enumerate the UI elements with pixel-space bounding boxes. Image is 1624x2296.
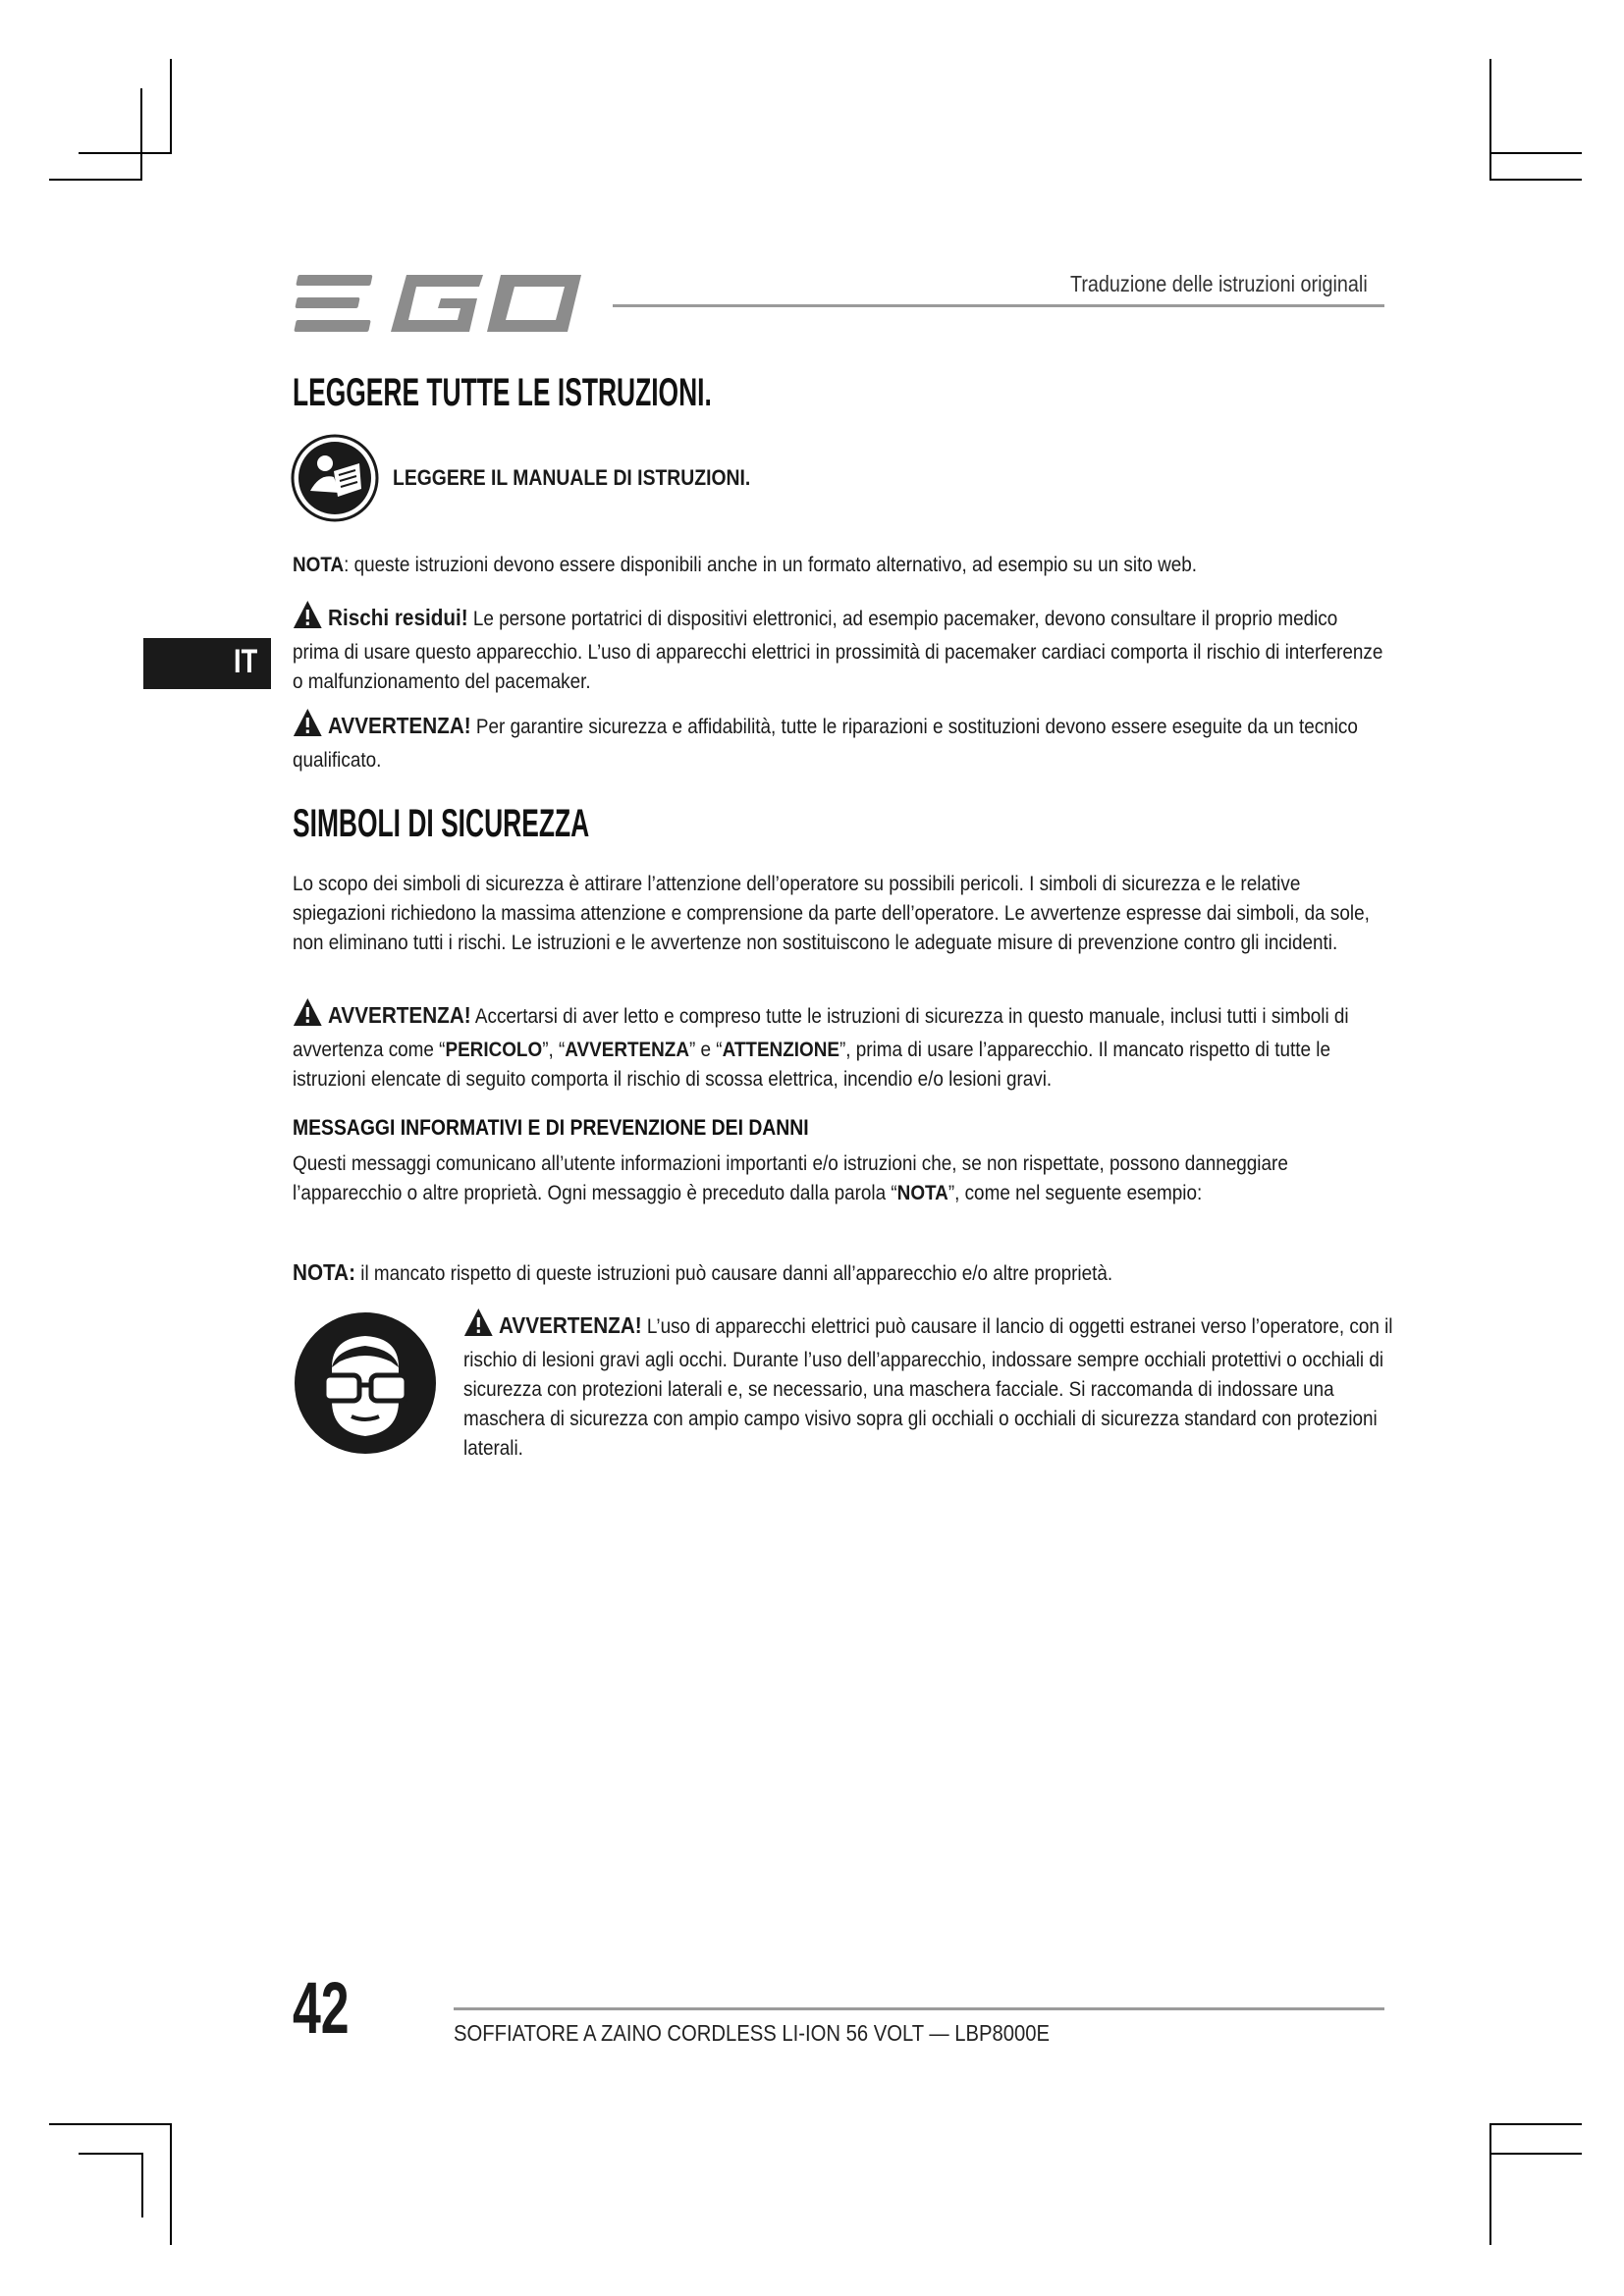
residual-risk-lead: Rischi residui! <box>328 605 468 630</box>
info-messages-text-2: ”, come nel seguente esempio: <box>947 1182 1203 1204</box>
warning-triangle-icon <box>463 1308 494 1346</box>
crop-mark-tl-h2 <box>79 152 172 154</box>
crop-mark-bl-h <box>49 2123 171 2125</box>
keyword-nota: NOTA <box>896 1182 948 1204</box>
residual-risk-text: Le persone portatrici di dispositivi elettronici, ad esempio pacemaker, devono consultare il proprio medico prima di usare questo apparecchio. L’uso di apparecchi elettrici in prossimità di pacemaker cardiaci comporta il rischio di interferenze o malfunzionamento del pacemaker. <box>293 608 1383 693</box>
crop-mark-tl-h <box>49 179 141 181</box>
crop-mark-tl-v2 <box>170 59 172 153</box>
nota-example-lead: NOTA: <box>293 1259 356 1285</box>
info-messages-text-1: Questi messaggi comunicano all’utente informazioni importanti e/o istruzioni che, se non rispettate, possono danneggiare l’apparecchio o altre proprietà. Ogni messaggio è preceduto dalla parola “ <box>293 1152 1288 1204</box>
eye-protection-paragraph <box>463 1308 1403 1464</box>
symbols-warning-text-2: ”, “ <box>542 1039 566 1061</box>
info-messages-heading: MESSAGGI INFORMATIVI E DI PREVENZIONE DEI DANNI <box>293 1115 809 1140</box>
crop-mark-br-v <box>1489 2123 1491 2245</box>
symbols-warning-text-3: ” e “ <box>689 1039 723 1061</box>
read-manual-icon <box>291 434 379 522</box>
nota-lead: NOTA <box>293 554 345 576</box>
crop-mark-br-h2 <box>1489 2153 1582 2155</box>
nota-example-paragraph <box>293 1257 1385 1289</box>
symbols-warning-paragraph <box>293 997 1385 1095</box>
ego-logo <box>291 273 583 334</box>
section-title-istruzioni: LEGGERE TUTTE LE ISTRUZIONI. <box>293 371 712 414</box>
warning-triangle-icon <box>293 708 323 746</box>
footer-rule <box>454 2007 1384 2010</box>
warning-repairs-lead: AVVERTENZA! <box>328 713 471 738</box>
page-number: 42 <box>293 1967 350 2049</box>
crop-mark-br-h <box>1489 2123 1582 2125</box>
crop-mark-bl-v <box>170 2123 172 2245</box>
read-manual-label: LEGGERE IL MANUALE DI ISTRUZIONI. <box>393 465 751 490</box>
crop-mark-bl-v2 <box>141 2153 143 2217</box>
header-rule <box>613 304 1384 307</box>
keyword-avvertenza: AVVERTENZA <box>565 1039 690 1061</box>
keyword-attenzione: ATTENZIONE <box>722 1039 839 1061</box>
crop-mark-tr-h2 <box>1489 152 1582 154</box>
symbols-warning-lead: AVVERTENZA! <box>328 1002 471 1028</box>
nota-example-text: il mancato rispetto di queste istruzioni può causare danni all’apparecchio e/o altre proprietà. <box>355 1262 1113 1285</box>
warning-triangle-icon <box>293 997 323 1036</box>
safety-glasses-icon <box>293 1310 438 1456</box>
symbols-intro-paragraph: Lo scopo dei simboli di sicurezza è attirare l’attenzione dell’operatore su possibili pericoli. I simboli di sicurezza e le relative spiegazioni richiedono la massima attenzione e comprensione da parte dell’operatore. Le avvertenze espresse dai simboli, da sole, non eliminano tutti i rischi. Le istruzioni e le avvertenze non sostituiscono le adeguate misure di prevenzione contro gli incidenti. <box>293 873 1370 954</box>
eye-protection-lead: AVVERTENZA! <box>499 1312 642 1338</box>
info-messages-paragraph <box>293 1149 1385 1208</box>
residual-risk-paragraph <box>293 600 1385 697</box>
language-tab-label: IT <box>233 643 257 680</box>
warning-repairs-text: Per garantire sicurezza e affidabilità, tutte le riparazioni e sostituzioni devono essere eseguite da un tecnico qualificato. <box>293 716 1358 772</box>
symbols-warning-text-1: Accertarsi di aver letto e compreso tutte le istruzioni di sicurezza in questo manuale, inclusi tutti i simboli di avvertenza come “ <box>293 1005 1349 1061</box>
section-title-simboli: SIMBOLI DI SICUREZZA <box>293 802 590 845</box>
footer-product-title: SOFFIATORE A ZAINO CORDLESS LI-ION 56 VOLT — LBP8000E <box>454 2020 1051 2046</box>
warning-repairs-paragraph <box>293 708 1385 775</box>
symbols-warning-text-4: ”, prima di usare l’apparecchio. Il mancato rispetto di tutte le istruzioni elencate di seguito comporta il rischio di scossa elettrica, incendio e/o lesioni gravi. <box>293 1039 1331 1091</box>
eye-protection-text: L’uso di apparecchi elettrici può causare il lancio di oggetti estranei verso l’operatore, con il rischio di lesioni gravi agli occhi. Durante l’uso dell’apparecchio, indossare sempre occhiali protettivi o occhiali di sicurezza con protezioni laterali e, se necessario, una maschera facciale. Si raccomanda di indossare una maschera di sicurezza con ampio campo visivo sopra gli occhiali o occhiali di sicurezza standard con protezioni laterali. <box>463 1315 1393 1460</box>
crop-mark-bl-h2 <box>79 2153 143 2155</box>
nota-text: : queste istruzioni devono essere disponibili anche in un formato alternativo, ad esempio su un sito web. <box>344 554 1198 576</box>
crop-mark-tr-h <box>1489 179 1582 181</box>
crop-mark-tl-v <box>140 88 142 181</box>
header-subtitle: Traduzione delle istruzioni originali <box>1070 271 1368 296</box>
language-tab <box>143 638 271 689</box>
warning-triangle-icon <box>293 600 323 638</box>
nota-paragraph <box>293 551 1388 580</box>
keyword-pericolo: PERICOLO <box>445 1039 543 1061</box>
crop-mark-tr-v <box>1489 59 1491 181</box>
